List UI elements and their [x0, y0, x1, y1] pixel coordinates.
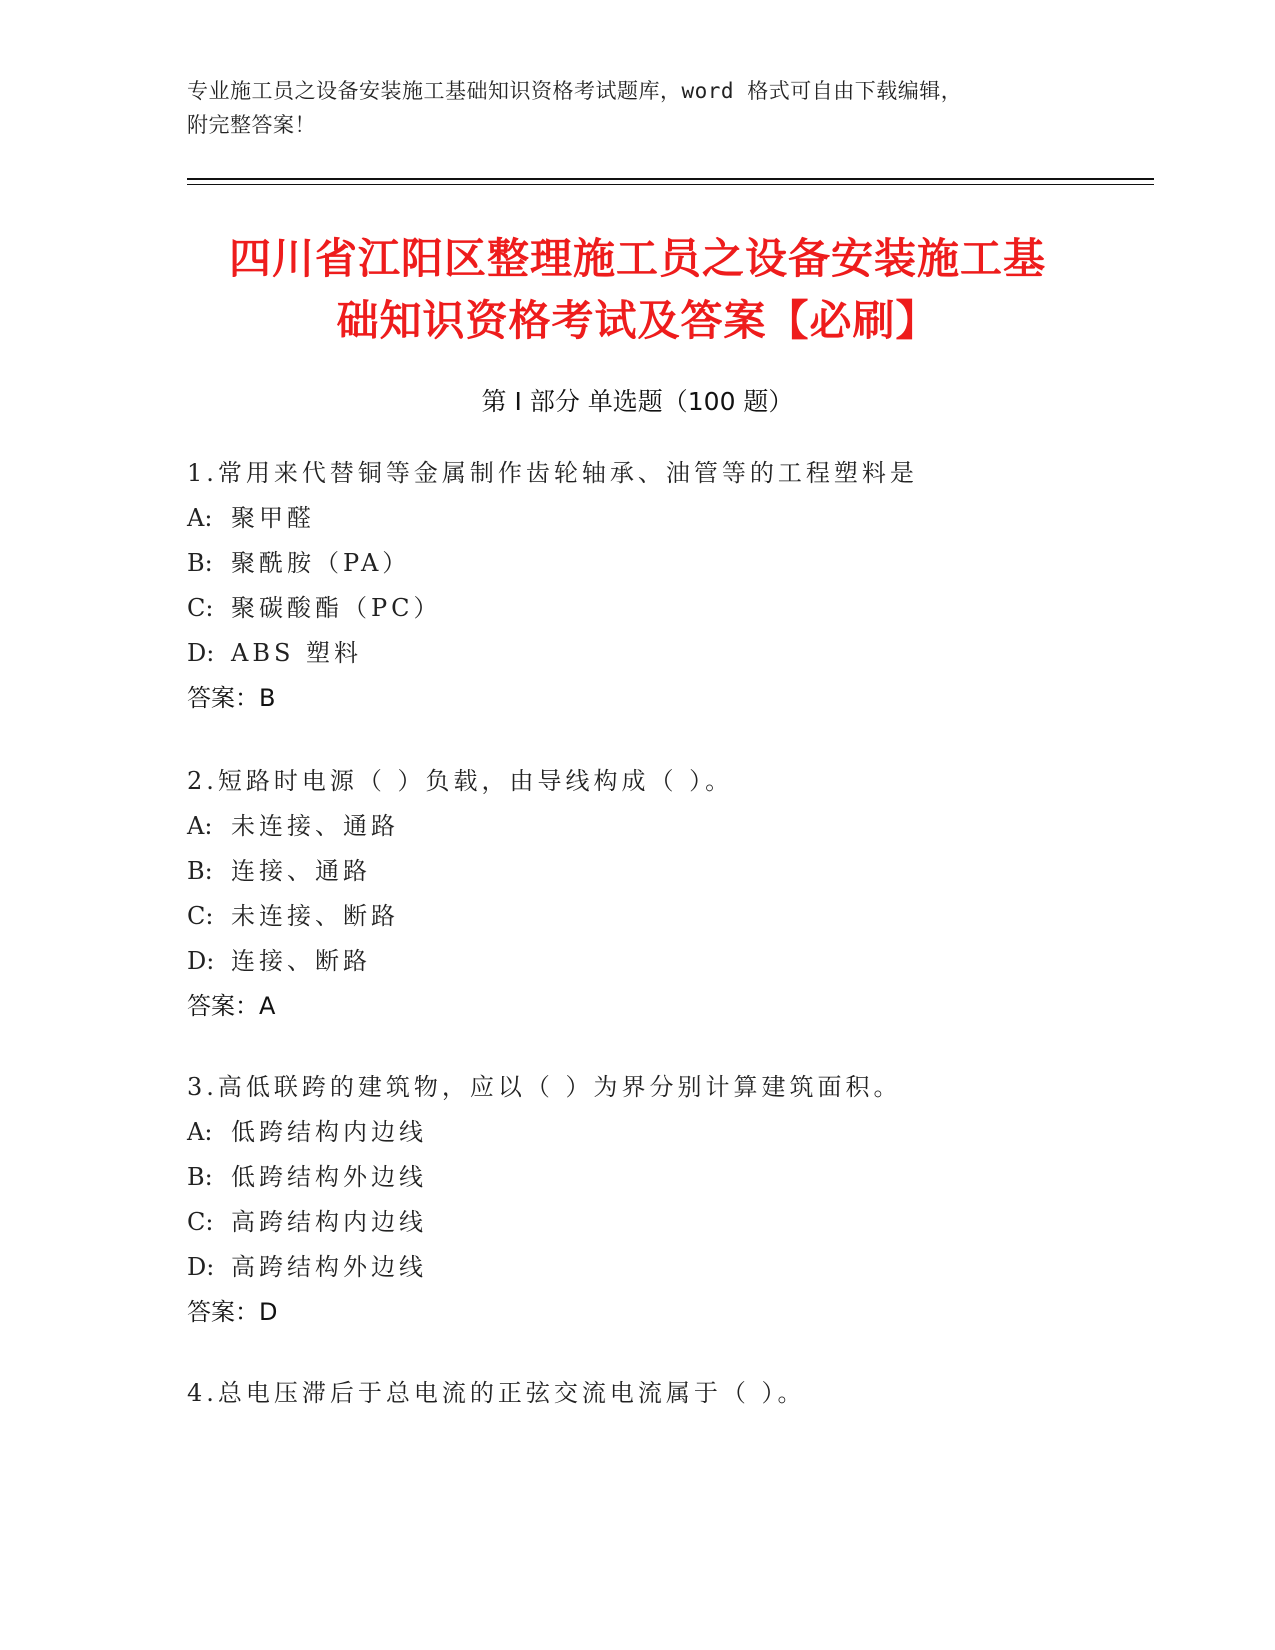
option-text: 未连接、断路: [231, 902, 399, 930]
question-stem: 2.短路时电源（ ）负载，由导线构成（ ）。: [187, 767, 734, 795]
section-title: 第 I 部分 单选题（100 题）: [481, 387, 794, 416]
option-label: C:: [187, 902, 214, 930]
document-title-line2: 础知识资格考试及答案【必刷】: [336, 296, 939, 345]
header-note-line2: 附完整答案！: [187, 113, 316, 137]
header-divider-thin: [187, 184, 1154, 185]
header-divider-thick: [187, 178, 1154, 180]
document-title: [150, 228, 1125, 352]
option-text: 聚酰胺（PA）: [231, 549, 411, 577]
option-a: [187, 496, 1137, 541]
option-label: D:: [187, 1253, 215, 1281]
option-a: [187, 1110, 1137, 1155]
option-text: 低跨结构内边线: [231, 1118, 427, 1146]
option-label: C:: [187, 594, 214, 622]
option-text: 连接、通路: [231, 857, 371, 885]
option-text: 连接、断路: [231, 947, 371, 975]
answer: 答案：D: [187, 1298, 278, 1326]
option-text: 聚甲醛: [231, 504, 315, 532]
question-stem: 1.常用来代替铜等金属制作齿轮轴承、油管等的工程塑料是: [187, 459, 918, 487]
answer: 答案：A: [187, 992, 276, 1020]
header-note: [187, 74, 1087, 142]
question-2: [187, 759, 1137, 1029]
question-4: [187, 1371, 1137, 1416]
option-a: [187, 804, 1137, 849]
answer: 答案：B: [187, 684, 276, 712]
question-stem: 3.高低联跨的建筑物，应以（ ）为界分别计算建筑面积。: [187, 1073, 902, 1101]
option-label: A:: [187, 504, 213, 532]
option-b: [187, 849, 1137, 894]
option-text: 高跨结构内边线: [231, 1208, 427, 1236]
question-1: [187, 451, 1137, 721]
document-title-line1: 四川省江阳区整理施工员之设备安装施工基: [228, 234, 1046, 283]
option-c: [187, 1200, 1137, 1245]
option-label: C:: [187, 1208, 214, 1236]
option-text: 低跨结构外边线: [231, 1163, 427, 1191]
question-3: [187, 1065, 1137, 1335]
header-note-line1: 专业施工员之设备安装施工基础知识资格考试题库，word 格式可自由下载编辑，: [187, 79, 963, 103]
option-text: 高跨结构外边线: [231, 1253, 427, 1281]
option-d: [187, 631, 1137, 676]
question-stem: 4.总电压滞后于总电流的正弦交流电流属于（ ）。: [187, 1379, 806, 1407]
option-c: [187, 894, 1137, 939]
option-text: ABS 塑料: [231, 639, 363, 667]
option-d: [187, 1245, 1137, 1290]
option-label: D:: [187, 947, 215, 975]
option-d: [187, 939, 1137, 984]
option-label: A:: [187, 1118, 213, 1146]
option-c: [187, 586, 1137, 631]
option-b: [187, 1155, 1137, 1200]
option-text: 聚碳酸酯（PC）: [231, 594, 442, 622]
option-label: A:: [187, 812, 213, 840]
option-label: B:: [187, 857, 213, 885]
option-label: B:: [187, 549, 213, 577]
option-label: D:: [187, 639, 215, 667]
option-b: [187, 541, 1137, 586]
option-text: 未连接、通路: [231, 812, 399, 840]
option-label: B:: [187, 1163, 213, 1191]
